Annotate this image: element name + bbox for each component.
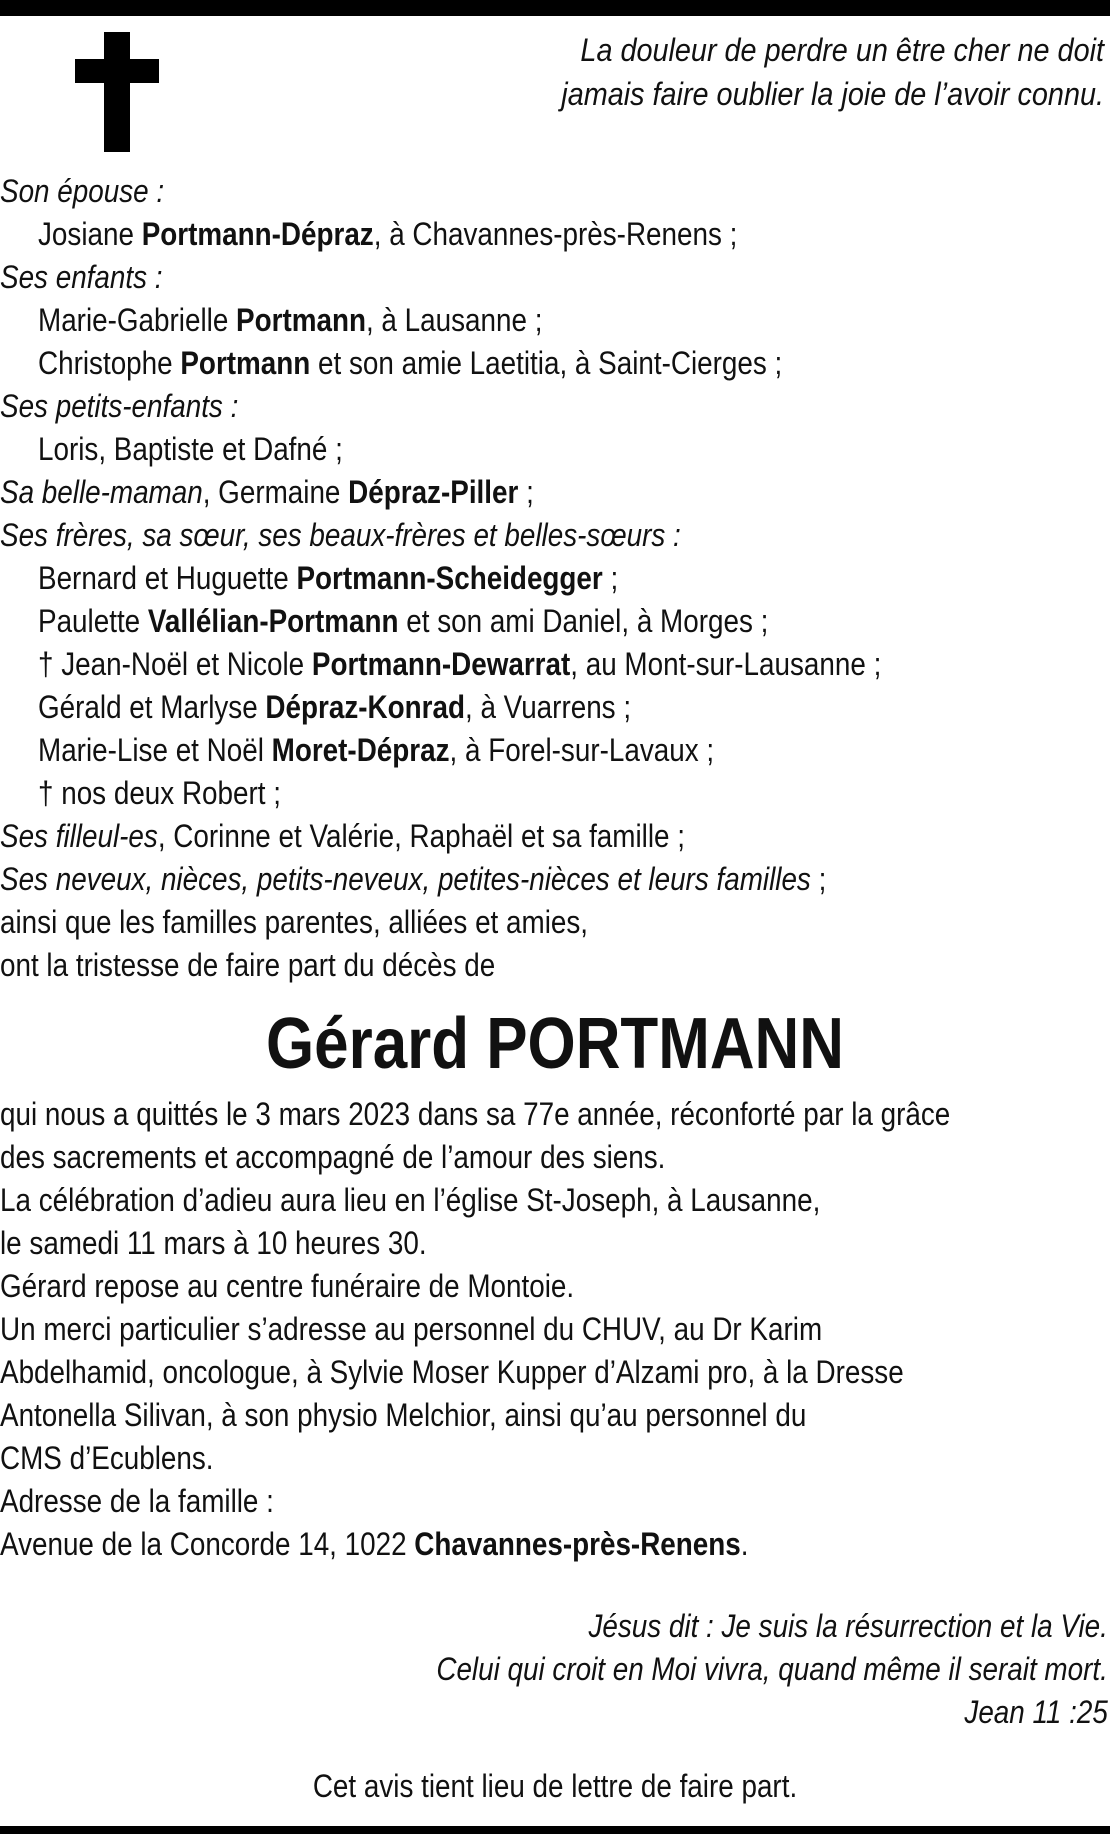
opening-quote-line: La douleur de perdre un être cher ne doit xyxy=(580,32,1104,68)
body-line: CMS d’Ecublens. xyxy=(0,1440,214,1476)
sibling-entry: † Jean-Noël et Nicole Portmann-Dewarrat, au Mont-sur-Lausanne ; xyxy=(38,646,882,682)
children-label: Ses enfants : xyxy=(0,259,163,295)
sibling-entry: Marie-Lise et Noël Moret-Dépraz, à Forel-sur-Lavaux ; xyxy=(38,732,715,768)
deceased-name: Gérard PORTMANN xyxy=(265,1004,845,1084)
body-line: Antonella Silivan, à son physio Melchior, ainsi qu’au personnel du xyxy=(0,1397,807,1433)
closing-quote-reference: Jean 11 :25 xyxy=(964,1694,1108,1730)
closing-note: Cet avis tient lieu de lettre de faire part. xyxy=(312,1768,798,1804)
sibling-entry: Paulette Vallélian-Portmann et son ami Daniel, à Morges ; xyxy=(38,603,769,639)
body-line: Abdelhamid, oncologue, à Sylvie Moser Kupper d’Alzami pro, à la Dresse xyxy=(0,1354,904,1390)
top-border xyxy=(0,0,1110,16)
siblings-label: Ses frères, sa sœur, ses beaux-frères et belles-sœurs : xyxy=(0,517,681,553)
sibling-entry: Bernard et Huguette Portmann-Scheidegger ; xyxy=(38,560,619,596)
grandchildren-label: Ses petits-enfants : xyxy=(0,388,239,424)
sibling-entry: † nos deux Robert ; xyxy=(38,775,281,811)
body-line: Un merci particulier s’adresse au personnel du CHUV, au Dr Karim xyxy=(0,1311,823,1347)
spouse-label: Son épouse : xyxy=(0,173,165,209)
body-line: qui nous a quittés le 3 mars 2023 dans sa 77e année, réconforté par la grâce xyxy=(0,1096,951,1132)
opening-quote xyxy=(561,28,1104,116)
body-line: Gérard repose au centre funéraire de Montoie. xyxy=(0,1268,575,1304)
sibling-entry: Gérald et Marlyse Dépraz-Konrad, à Vuarrens ; xyxy=(38,689,632,725)
grandchildren-entry: Loris, Baptiste et Dafné ; xyxy=(38,431,343,467)
also-line: ainsi que les familles parentes, alliées et amies, xyxy=(0,904,589,940)
godchildren-entry: Ses filleul-es, Corinne et Valérie, Raphaël et sa famille ; xyxy=(0,818,685,854)
opening-quote-line: jamais faire oublier la joie de l’avoir connu. xyxy=(561,76,1104,112)
address-line: Avenue de la Concorde 14, 1022 Chavannes-près-Renens. xyxy=(0,1526,749,1562)
bottom-border xyxy=(0,1826,1110,1834)
spouse-entry: Josiane Portmann-Dépraz, à Chavannes-près-Renens ; xyxy=(38,216,738,252)
child-entry: Christophe Portmann et son amie Laetitia, à Saint-Cierges ; xyxy=(38,345,783,381)
closing-quote xyxy=(436,1605,1108,1734)
nephews-entry: Ses neveux, nièces, petits-neveux, petites-nièces et leurs familles ; xyxy=(0,861,827,897)
cross-icon xyxy=(75,32,159,152)
closing-quote-line: Celui qui croit en Moi vivra, quand même il serait mort. xyxy=(436,1651,1108,1687)
body-line: le samedi 11 mars à 10 heures 30. xyxy=(0,1225,427,1261)
mother-in-law-entry: Sa belle-maman, Germaine Dépraz-Piller ; xyxy=(0,474,534,510)
closing-quote-line: Jésus dit : Je suis la résurrection et la Vie. xyxy=(588,1608,1108,1644)
announce-line: ont la tristesse de faire part du décès de xyxy=(0,947,496,983)
body-line: La célébration d’adieu aura lieu en l’église St-Joseph, à Lausanne, xyxy=(0,1182,821,1218)
child-entry: Marie-Gabrielle Portmann, à Lausanne ; xyxy=(38,302,543,338)
body-line: des sacrements et accompagné de l’amour des siens. xyxy=(0,1139,666,1175)
address-label: Adresse de la famille : xyxy=(0,1483,274,1519)
